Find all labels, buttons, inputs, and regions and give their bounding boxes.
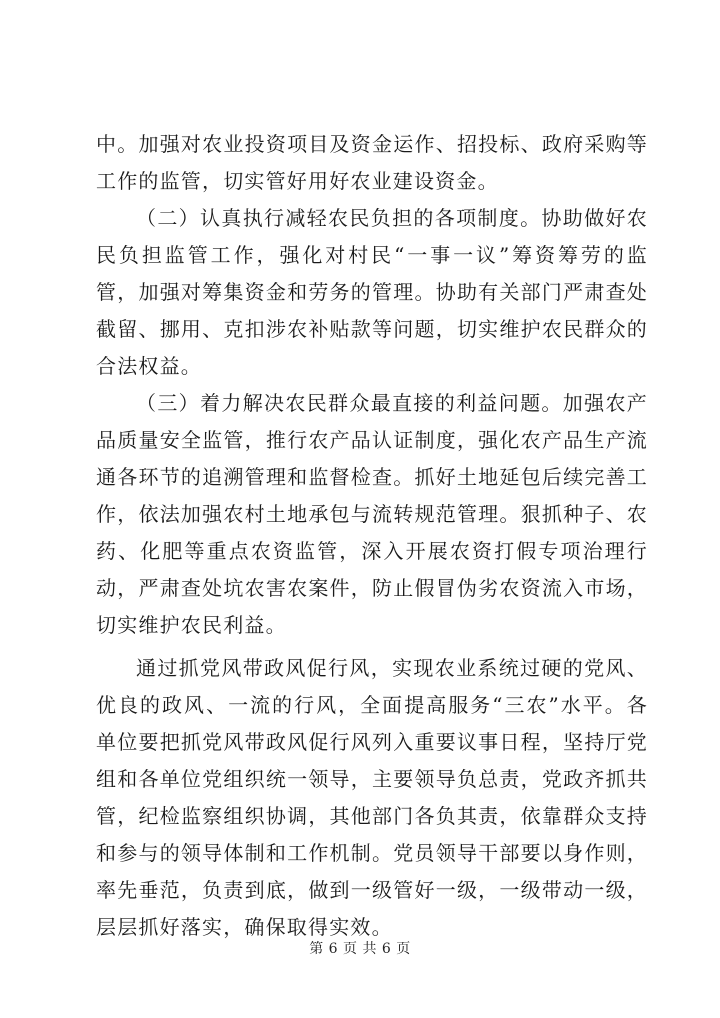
paragraph-section-two: （二）认真执行减轻农民负担的各项制度。协助做好农民负担监管工作，强化对村民“一事一议”筹资筹劳的监管，加强对筹集资金和劳务的管理。协助有关部门严肃查处截留、挪用、克扣涉农补贴款等问题，切实维护农民群众的合法权益。 xyxy=(96,206,648,378)
page-number-label: 第 6 页 共 6 页 xyxy=(309,941,411,957)
document-body xyxy=(96,126,648,946)
paragraph-conclusion: 通过抓党风带政风促行风，实现农业系统过硬的党风、优良的政风、一流的行风，全面提高服务“三农”水平。各单位要把抓党风带政风促行风列入重要议事日程，坚持厅党组和各单位党组织统一领导，主要领导负总责，党政齐抓共管，纪检监察组织协调，其他部门各负其责，依靠群众支持和参与的领导体制和工作机制。党员领导干部要以身作则，率先垂范，负责到底，做到一级管好一级，一级带动一级，层层抓好落实，确保取得实效。 xyxy=(96,656,648,939)
paragraph-continuation: 中。加强对农业投资项目及资金运作、招投标、政府采购等工作的监管，切实管好用好农业建设资金。 xyxy=(96,132,648,193)
page-footer xyxy=(0,938,720,958)
paragraph-section-three: （三）着力解决农民群众最直接的利益问题。加强农产品质量安全监管，推行农产品认证制度，强化农产品生产流通各环节的追溯管理和监督检查。抓好土地延包后续完善工作，依法加强农村土地承包与流转规范管理。狠抓种子、农药、化肥等重点农资监管，深入开展农资打假专项治理行动，严肃查处坑农害农案件，防止假冒伪劣农资流入市场，切实维护农民利益。 xyxy=(96,391,648,637)
